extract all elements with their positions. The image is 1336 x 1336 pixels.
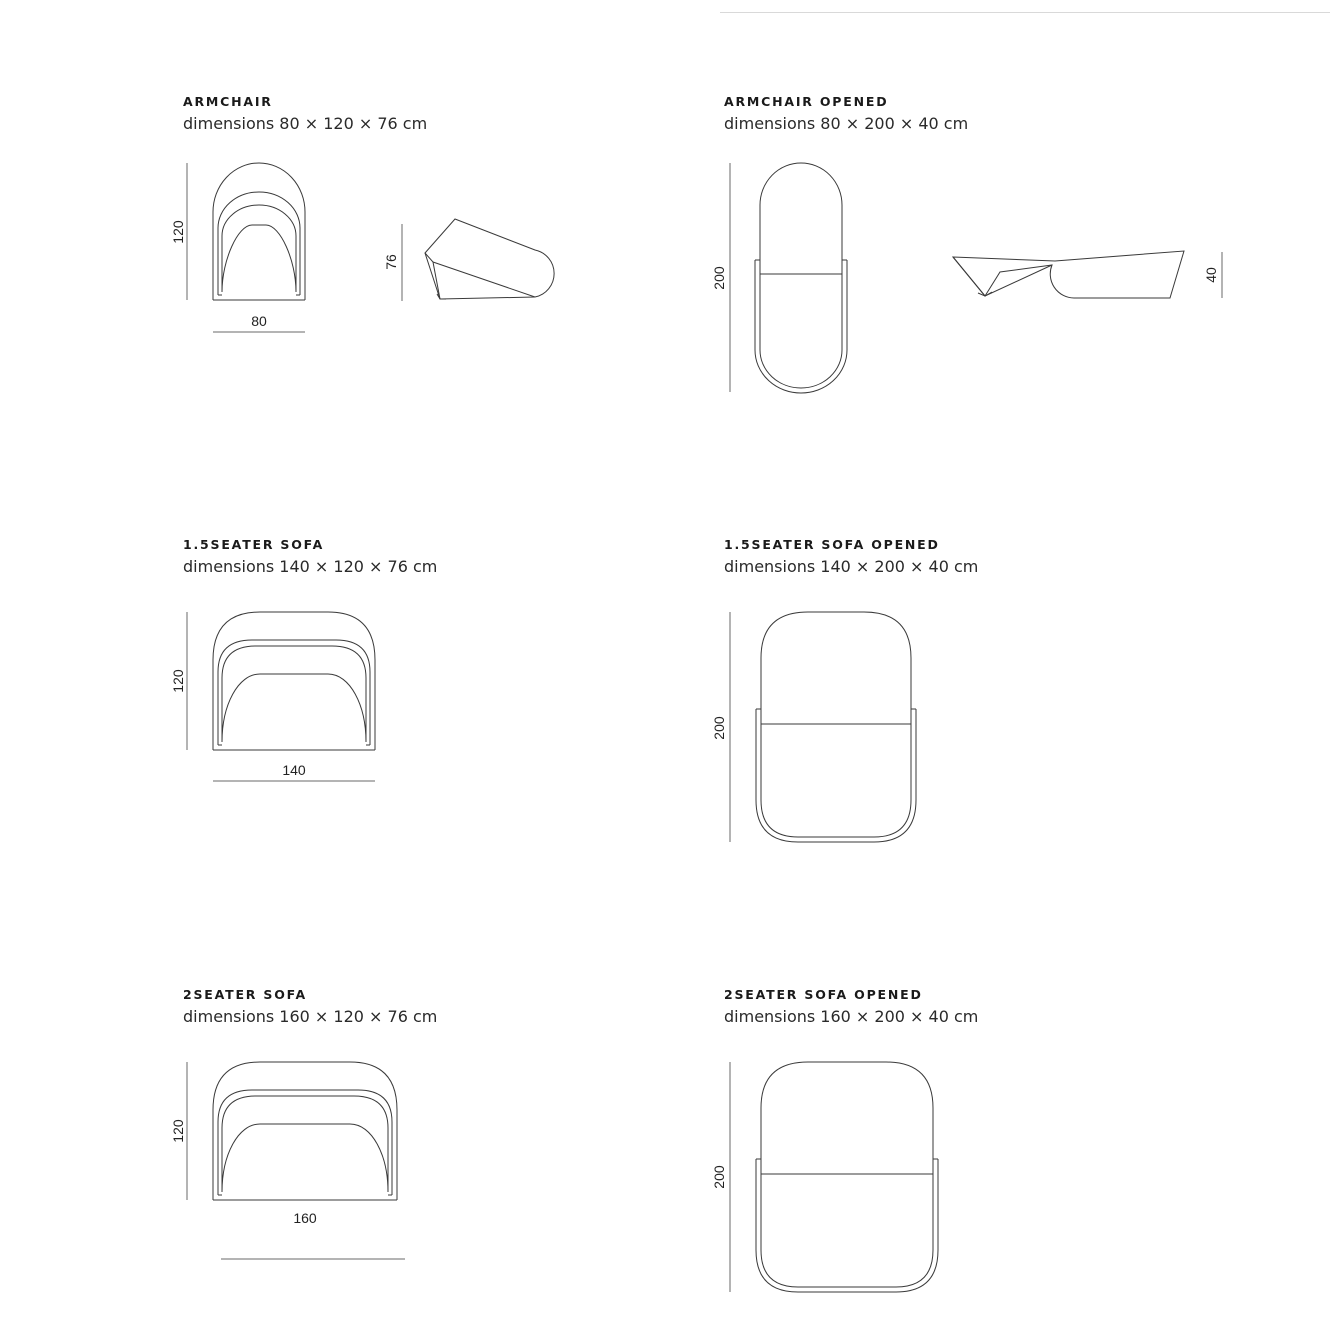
- sofa2-opened-title: 2SEATER SOFA OPENED: [724, 987, 923, 1002]
- sofa15-front-view: [170, 612, 375, 781]
- armchair-arm-inner: [222, 205, 296, 292]
- sofa15-outer-shell: [213, 612, 375, 750]
- armchair-side-shell: [425, 219, 554, 299]
- sofa15-opened-title: 1.5SEATER SOFA OPENED: [724, 537, 940, 552]
- sofa15-depth-label: 120: [170, 669, 186, 693]
- sofa2-opened-cushion-top: [761, 1062, 933, 1174]
- sofa15-opened-dimensions: dimensions 140 × 200 × 40 cm: [724, 557, 979, 576]
- armchair-width-label: 80: [251, 313, 267, 329]
- sofa15-arm-frame: [218, 640, 370, 745]
- armchair-outer-shell: [213, 163, 305, 300]
- sofa15-seat: [222, 674, 366, 742]
- sofa15-opened-length-label: 200: [711, 716, 727, 740]
- sofa2-outer-shell: [213, 1062, 397, 1200]
- armchair-opened-cushion-top: [760, 163, 842, 274]
- armchair-opened-top-view: [711, 163, 847, 393]
- sofa2-opened-dimensions: dimensions 160 × 200 × 40 cm: [724, 1007, 979, 1026]
- armchair-depth-label: 120: [170, 220, 186, 244]
- armchair-opened-side-shell: [953, 251, 1184, 298]
- sofa15-arm-inner: [222, 646, 366, 742]
- sofa15-opened-top-view: [711, 612, 916, 842]
- sofa2-arm-inner: [222, 1096, 388, 1192]
- armchair-opened-side-seat: [953, 257, 1052, 296]
- armchair-opened-title: ARMCHAIR OPENED: [724, 94, 889, 109]
- armchair-arm-frame: [218, 192, 300, 295]
- armchair-side-seat: [433, 262, 535, 297]
- sofa2-arm-frame: [218, 1090, 392, 1195]
- sofa15-opened-frame-inner: [761, 709, 911, 837]
- armchair-opened-dimensions: dimensions 80 × 200 × 40 cm: [724, 114, 969, 133]
- armchair-opened-side-view: [953, 251, 1222, 298]
- armchair-height-label: 76: [383, 254, 399, 270]
- sofa2-opened-length-label: 200: [711, 1165, 727, 1189]
- sofa15-dimensions: dimensions 140 × 120 × 76 cm: [183, 557, 438, 576]
- sofa15-opened-cushion-top: [761, 612, 911, 724]
- sofa2-front-view: [170, 1062, 405, 1259]
- armchair-opened-height-label: 40: [1203, 267, 1219, 283]
- sofa2-seat: [222, 1124, 388, 1192]
- sofa2-opened-top-view: [711, 1062, 938, 1292]
- armchair-seat: [222, 225, 296, 292]
- sofa2-depth-label: 120: [170, 1119, 186, 1143]
- sofa15-opened-frame-outer: [756, 709, 916, 842]
- sofa2-dimensions: dimensions 160 × 120 × 76 cm: [183, 1007, 438, 1026]
- armchair-front-view: [170, 163, 305, 332]
- armchair-opened-frame-inner: [760, 260, 842, 388]
- sofa2-opened-frame-inner: [761, 1159, 933, 1287]
- sofa2-title: 2SEATER SOFA: [183, 987, 307, 1002]
- sofa2-width-label: 160: [293, 1210, 317, 1226]
- sofa15-width-label: 140: [282, 762, 306, 778]
- armchair-title: ARMCHAIR: [183, 94, 273, 109]
- armchair-dimensions: dimensions 80 × 120 × 76 cm: [183, 114, 428, 133]
- sofa2-opened-frame-outer: [756, 1159, 938, 1292]
- armchair-side-view: [383, 219, 554, 301]
- armchair-opened-length-label: 200: [711, 266, 727, 290]
- sofa15-title: 1.5SEATER SOFA: [183, 537, 325, 552]
